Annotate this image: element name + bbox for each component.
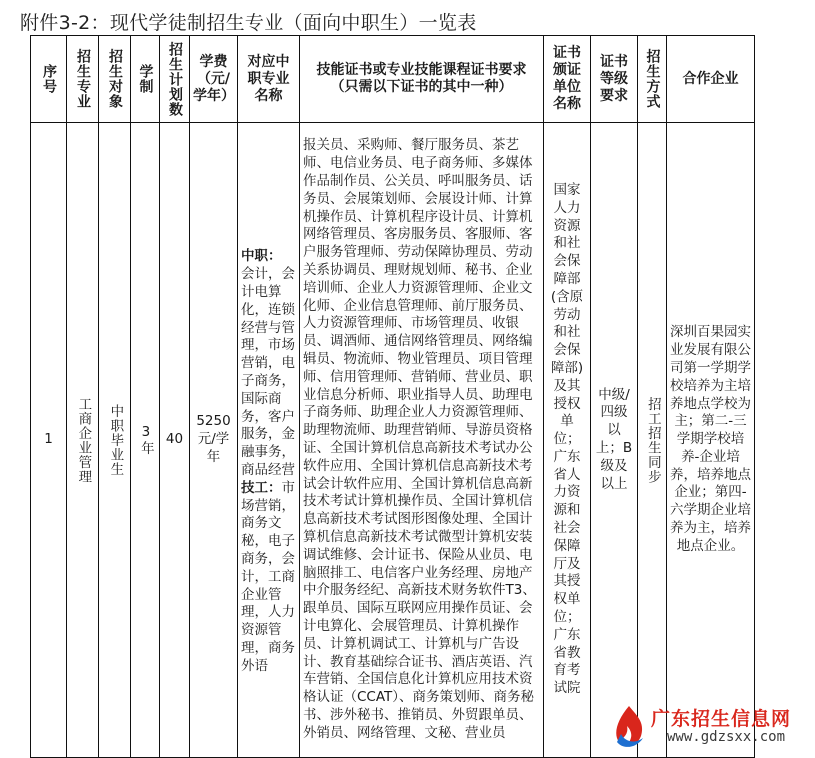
watermark-name: 广东招生信息网: [651, 708, 792, 730]
header-target: 招生对象: [99, 36, 131, 123]
table-row: [31, 123, 755, 758]
header-seq: 序号: [31, 36, 67, 123]
text-zhongzhi: 会计，会计电算化，连锁经营与管理，市场营销，电子商务，国际商务，客户服务，金融事务，商品经营: [241, 266, 295, 478]
enrollment-table: [30, 35, 755, 758]
header-partner: 合作企业: [667, 36, 755, 123]
cell-target: 中职毕业生: [99, 123, 131, 758]
header-duration: 学制: [131, 36, 160, 123]
cell-partner: 深圳百果园实业发展有限公司第一学期学校培养为主培养地点学校为主；第二-三学期学校培养-企业培养，培养地点企业；第四-六学期企业培养为主，培养地点企业。: [667, 123, 755, 758]
cell-method: 招工招生同步: [638, 123, 667, 758]
label-jigong: 技工：: [241, 479, 282, 496]
cell-issuer: 国家人力资源和社会保障部(含原劳动和社会保障部)及其授权单位；广东省人力资源和社会保障厅及其授权单位；广东省教育考试院: [544, 123, 591, 758]
cell-related-majors: [238, 123, 300, 758]
page-title: 附件3-2：现代学徒制招生专业（面向中职生）一览表: [20, 12, 477, 34]
cert-list-text: 报关员、采购师、餐厅服务员、茶艺师、电信业务员、电子商务师、多媒体作品制作员、公关员、呼叫服务员、话务员、会展策划师、会展设计师、计算机操作员、计算机程序设计员、计算机网络管理员、客房服务员、客服师、客户服务管理师、劳动保障协理员、劳动关系协调员、理财规划师、秘书、企业培训师、企业人力资源管理师、企业文化师、企业信息管理师、前厅服务员、人力资源管理师、市场管理员、收银员、调酒师、通信网络管理员、网络编辑员、物流师、物业管理员、项目管理师、信用管理师、营销师、营业员、职业信息分析师、职业指导人员、助理电子商务师、助理企业人力资源管理师、助理物流师、助理营销师、导游员资格证、全国计算机信息高新技术考试办公软件应用、全国计算机信息高新技术考试会计软件应用、全国计算机信息高新技术考试计算机操作员、全国计算机信息高新技术考试图形图像处理、全国计算机信息高新技术考试微型计算机安装调试维修、会计证书、保险从业员、电脑照排工、电信客户业务经理、房地产中介服务经纪、高新技术财务软件T3、跟单员、国际互联网应用操作员证、会计电算化、会展管理员、计算机操作员、计算机调试工、计算机与广告设计、教育基础综合证书、酒店英语、汽车营销、全国信息化计算机应用技术资格认证（CCAT）、商务策划师、商务秘书、涉外秘书、推销员、外贸跟单员、外销员、网络管理、文秘、营业员: [303, 137, 536, 741]
watermark: [597, 702, 807, 752]
header-cert-req: 技能证书或专业技能课程证书要求（只需以下证书的其中一种）: [300, 36, 544, 123]
header-method: 招生方式: [638, 36, 667, 123]
header-related: 对应中职专业名称: [238, 36, 300, 123]
header-row: [31, 36, 755, 123]
cell-cert-list: [300, 123, 544, 758]
header-level: 证书等级要求: [591, 36, 638, 123]
cell-fee: 5250元/学年: [190, 123, 238, 758]
label-zhongzhi: 中职：: [241, 248, 282, 265]
cell-duration: 3年: [131, 123, 160, 758]
cell-plan: 40: [160, 123, 190, 758]
cell-level: 中级/四级以上；B级及以上: [591, 123, 638, 758]
header-fee: 学费（元/学年）: [190, 36, 238, 123]
flame-logo-icon: [607, 704, 651, 750]
text-jigong: 市场营销，商务文秘，电子商务，会计，工商企业管理，人力资源管理，商务外语: [241, 479, 295, 674]
header-issuer: 证书颁证单位名称: [544, 36, 591, 123]
watermark-url: www.gdzsxx.com: [667, 729, 786, 745]
header-plan: 招生计划数: [160, 36, 190, 123]
cell-major: 工商企业管理: [67, 123, 99, 758]
cell-seq: 1: [31, 123, 67, 758]
header-major: 招生专业: [67, 36, 99, 123]
